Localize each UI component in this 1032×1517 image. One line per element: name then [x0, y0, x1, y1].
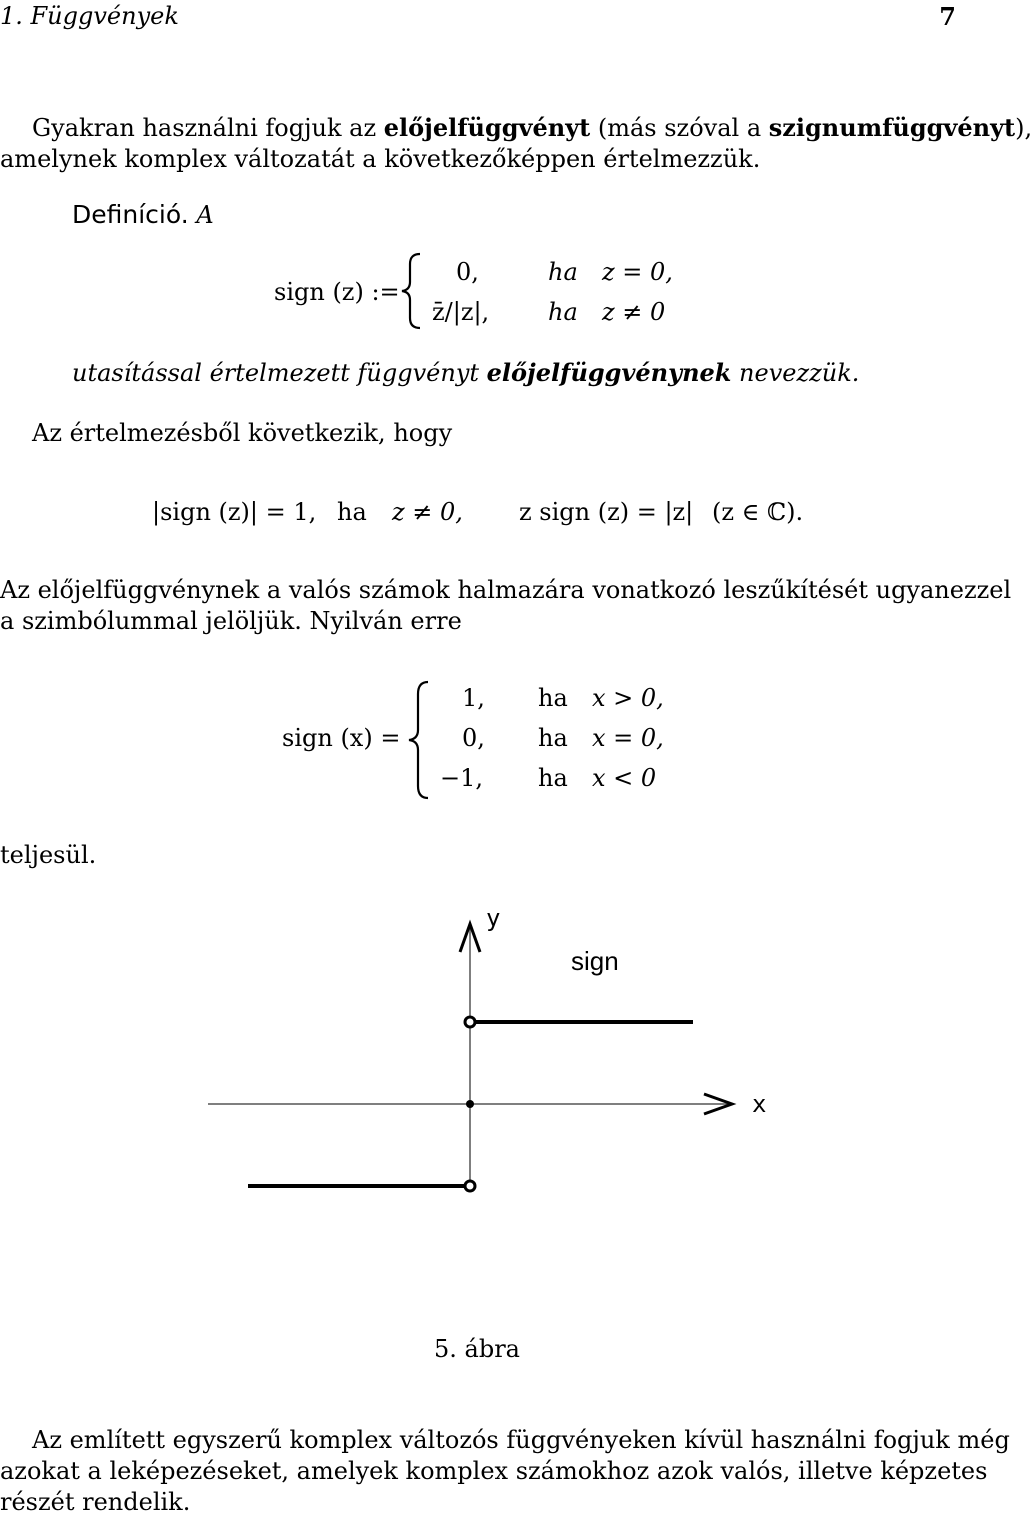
real-case-cond-2: x = 0,: [592, 724, 664, 752]
y-axis-label: y: [486, 904, 501, 932]
consequence-text: Az értelmezésből következik, hogy: [32, 419, 453, 447]
term-elojelfuggveny: előjelfüggvényt: [383, 113, 591, 142]
definition-heading: [72, 200, 214, 230]
definition-after: [72, 358, 859, 388]
term-elojelfuggvenynek: előjelfüggvénynek: [486, 358, 732, 387]
real-case-cond-3: x < 0: [592, 764, 657, 792]
real-case-after: teljesül.: [0, 841, 97, 869]
point-at-origin: [466, 1100, 474, 1108]
real-case-brace: [404, 680, 432, 800]
figure-caption: 5. ábra: [434, 1335, 520, 1363]
intro-line-2: amelynek komplex változatát a következőképpen értelmezzük.: [0, 145, 761, 173]
case2-condition: z ≠ 0: [602, 298, 666, 326]
formula-z-sign: z sign (z) = |z|: [519, 498, 694, 526]
formula-domain: (z ∈ ℂ).: [712, 498, 804, 526]
sign-function-figure: [0, 890, 960, 1320]
formula-ha: ha: [337, 498, 367, 526]
definition-after-text: utasítással értelmezett függvényt: [72, 359, 487, 387]
intro-text: Gyakran használni fogjuk az: [32, 114, 384, 142]
intro-line-1: [32, 113, 1032, 143]
case1-ha: ha: [548, 258, 578, 286]
term-szignumfuggveny: szignumfüggvényt: [768, 113, 1016, 142]
real-case-ha-2: ha: [538, 724, 568, 752]
definition-after-text: nevezzük.: [731, 359, 860, 387]
case2-value: z̄/|z|,: [432, 298, 490, 326]
real-case-value-3: −1,: [440, 764, 484, 792]
real-case-cond-1: x > 0,: [592, 684, 664, 712]
formula-abs-sign: |sign (z)| = 1,: [152, 498, 317, 526]
open-endpoint-positive: [465, 1017, 475, 1027]
real-case-value-1: 1,: [462, 684, 485, 712]
real-case-ha-3: ha: [538, 764, 568, 792]
intro-text: (más szóval a: [590, 114, 769, 142]
intro-text: ),: [1015, 114, 1032, 142]
formula-condition: z ≠ 0,: [392, 498, 463, 526]
definition-label: Definíció.: [72, 200, 189, 229]
sign-x-lhs: sign (x) =: [282, 724, 401, 752]
page-number: 7: [939, 2, 956, 31]
running-header-section: 1. Függvények: [0, 2, 179, 30]
real-case-line-2: a szimbólummal jelöljük. Nyilván erre: [0, 607, 462, 635]
sign-z-lhs: sign (z) :=: [274, 278, 400, 306]
real-case-line-1: Az előjelfüggvénynek a valós számok halmazára vonatkozó leszűkítését ugyanezzel: [0, 576, 1012, 604]
x-axis-label: x: [752, 1090, 767, 1118]
closing-line-3: részét rendelik.: [0, 1488, 191, 1516]
case1-value: 0,: [456, 258, 479, 286]
function-label: sign: [571, 946, 619, 976]
definition-brace: [398, 252, 424, 330]
open-endpoint-negative: [465, 1181, 475, 1191]
closing-line-2: azokat a leképezéseket, amelyek komplex számokhoz azok valós, illetve képzetes: [0, 1457, 988, 1485]
real-case-value-2: 0,: [462, 724, 485, 752]
closing-line-1: Az említett egyszerű komplex változós függvényeken kívül használni fogjuk még: [32, 1426, 1010, 1454]
real-case-ha-1: ha: [538, 684, 568, 712]
case1-condition: z = 0,: [602, 258, 673, 286]
definition-article: A: [196, 201, 214, 229]
case2-ha: ha: [548, 298, 578, 326]
